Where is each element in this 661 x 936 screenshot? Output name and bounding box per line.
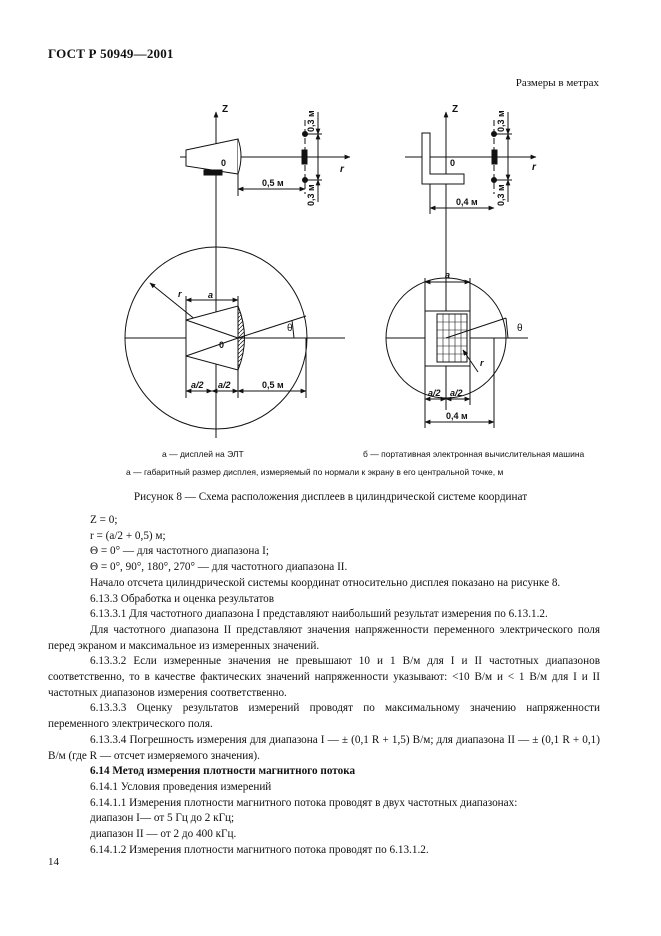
formula-theta-1: Θ = 0° — для частотного диапазона I; (90, 545, 269, 558)
left-crt-side (186, 139, 238, 174)
list-item: диапазон I— от 5 Гц до 2 кГц; (90, 812, 235, 825)
section-heading: 6.13.3 Обработка и оценка результатов (90, 592, 275, 605)
paragraph: 6.14.1.1 Измерения плотности магнитного потока проводят в двух частотных диапазонах: (90, 796, 518, 809)
left-dim-a2-2: a/2 (218, 380, 231, 390)
left-theta: θ (287, 323, 293, 334)
right-dim-a2-1: a/2 (428, 388, 441, 398)
left-caption: а — дисплей на ЭЛТ (162, 449, 244, 459)
formula-theta-2: Θ = 0°, 90°, 180°, 270° — для частотного диапазона II. (90, 561, 348, 574)
left-dim-05-bottom: 0,5 м (262, 380, 284, 390)
paragraph: Начало отсчета цилиндрической системы координат относительно дисплея показано на рисунке 8. (90, 576, 561, 589)
right-caption: б — портативная электронная вычислительная машина (363, 449, 585, 459)
left-dim-05-top: 0,5 м (262, 178, 284, 188)
paragraph: 6.13.3.2 Если измеренные значения не превышают 10 и 1 В/м для I и II частотных диапазонов соответственно, то в качестве фактических значений напряженности указывают: <10 В/м и < 1 В/м для I и II частотных диапазонов измерения соответственно. (48, 655, 600, 699)
paragraph: 6.13.3.1 Для частотного диапазона I представляют наибольший результат измерения по 6.13.1.2. (90, 608, 548, 621)
right-dim-a: a (445, 270, 451, 280)
paragraph: 6.13.3.3 Оценку результатов измерений проводят по максимальному значению напряженности переменного электрического поля. (48, 702, 600, 731)
formula-r: r = (a/2 + 0,5) м; (90, 529, 166, 542)
right-dim-a2-2: a/2 (450, 388, 463, 398)
right-theta: θ (517, 323, 523, 334)
page-number: 14 (48, 856, 59, 868)
document-header: ГОСТ Р 50949—2001 (48, 46, 174, 61)
left-r-label: r (178, 289, 182, 299)
right-dim-03-bottom: 0,3 м (496, 184, 506, 206)
right-dim-04-bottom: 0,4 м (446, 411, 468, 421)
left-dim-03-top: 0,3 м (306, 110, 316, 132)
paragraph: 6.14.1.2 Измерения плотности магнитного потока проводят по 6.13.1.2. (90, 843, 429, 856)
right-r-axis-label: r (532, 162, 536, 173)
figure-note: а — габаритный размер дисплея, измеряемый по нормали к экрану в его центральной точке, м (126, 467, 504, 477)
left-z-label: Z (222, 104, 229, 115)
dimensions-note: Размеры в метрах (515, 77, 599, 89)
paragraph: 6.13.3.4 Погрешность измерения для диапазона I — ± (0,1 R + 1,5) В/м; для диапазона II — ± (0,1 R + 0,1) В/м (где R — отсчет измеряемого значения). (48, 733, 600, 762)
left-origin-bottom: 0 (219, 340, 225, 350)
figure-title: Рисунок 8 — Схема расположения дисплеев в цилиндрической системе координат (133, 491, 528, 503)
left-origin-top: 0 (221, 158, 227, 168)
formula-z: Z = 0; (90, 514, 118, 526)
left-dim-a2-1: a/2 (191, 380, 204, 390)
left-r-axis-label: r (340, 164, 344, 175)
right-z-label: Z (452, 104, 459, 115)
right-laptop-front (425, 311, 470, 366)
right-laptop-side (422, 133, 464, 184)
paragraph: Для частотного диапазона II представляют значения напряженности переменного электрического поля перед экраном и максимальное из измеренных значений. (48, 623, 600, 652)
right-origin-top: 0 (450, 158, 456, 168)
right-r-label: r (480, 358, 484, 368)
list-item: диапазон II — от 2 до 400 кГц. (90, 828, 237, 841)
left-crt-front (186, 306, 238, 370)
left-dim-03-bottom: 0,3 м (306, 184, 316, 206)
document-body (48, 513, 600, 858)
right-dim-04-top: 0,4 м (456, 197, 478, 207)
section-heading: 6.14.1 Условия проведения измерений (90, 780, 272, 793)
right-dim-03-top: 0,3 м (496, 110, 506, 132)
left-dim-a: a (208, 290, 214, 300)
section-heading-bold: 6.14 Метод измерения плотности магнитного потока (90, 765, 356, 778)
